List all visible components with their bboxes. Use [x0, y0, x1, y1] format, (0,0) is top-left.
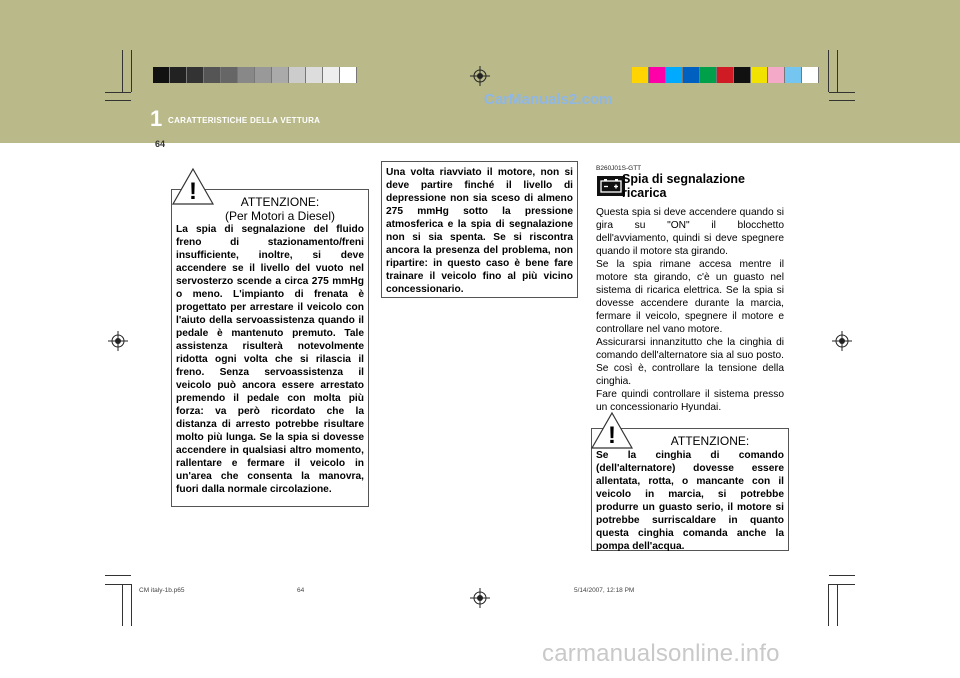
grayscale-swatch: [289, 67, 306, 83]
grayscale-swatch: [170, 67, 187, 83]
paragraph-1: Questa spia si deve accendere quando si gira su "ON" il blocchetto dell'avviamento, quindi si deve spegnere quando il motore sta girando.: [596, 207, 784, 257]
page-number: 64: [155, 139, 166, 149]
color-swatch: [751, 67, 768, 83]
charge-light-description: [596, 206, 784, 414]
paragraph-3: Assicurarsi innanzitutto che la cinghia di comando dell'alternatore sia al suo posto. Se così è, controllare la tensione della cinghia.: [596, 337, 784, 387]
section-title: Spia di segnalazione ricarica: [622, 172, 745, 200]
registration-mark-top: [470, 66, 490, 86]
grayscale-swatch: [187, 67, 204, 83]
grayscale-swatch: [323, 67, 340, 83]
footer-filename: CM italy-1b.p65: [139, 587, 185, 594]
color-swatch: [734, 67, 751, 83]
warning-triangle-icon: [171, 166, 215, 206]
paragraph-4: Fare quindi controllare il sistema presso un concessionario Hyundai.: [596, 389, 784, 413]
grayscale-swatch: [204, 67, 221, 83]
color-swatch: [802, 67, 819, 83]
warning-triangle-icon: [590, 410, 634, 450]
carmanuals-watermark[interactable]: CarManuals2.com: [484, 91, 613, 108]
battery-charge-icon: [597, 176, 625, 196]
color-swatch: [785, 67, 802, 83]
grayscale-swatch: [255, 67, 272, 83]
carmanualsonline-watermark[interactable]: carmanualsonline.info: [542, 640, 780, 667]
color-calibration-bar: [632, 67, 819, 83]
color-swatch: [700, 67, 717, 83]
grayscale-swatch: [153, 67, 170, 83]
grayscale-swatch: [272, 67, 289, 83]
color-swatch: [666, 67, 683, 83]
warning-subtitle: (Per Motori a Diesel): [224, 209, 336, 223]
color-swatch: [632, 67, 649, 83]
paragraph-2: Se la spia rimane accesa mentre il motore sta girando, c'è un guasto nel sistema di ricarica elettrica. Se la spia si dovesse accendere durante la marcia, fermare il veicolo, spegnere il motore e controllare nel vano motore.: [596, 259, 784, 335]
registration-mark-bottom: [470, 588, 490, 608]
registration-mark-left: [108, 331, 128, 351]
color-swatch: [649, 67, 666, 83]
footer-page: 64: [297, 587, 305, 594]
diesel-warning-text: La spia di segnalazione del fluido freno di stazionamento/freni insufficiente, inoltre, si deve accendere se il livello del vuoto nel servosterzo scende a circa 275 mmHg o meno. L'impianto di frenata è progettato per arrestare il veicolo con l'aiuto della servoassistenza quando il pedale è mantenuto premuto. Tale assistenza risulterà notevolmente ridotta ogni volta che si rilascia il freno. Senza servoassistenza il veicolo può ancora essere arrestato premendo il pedale con molta più forza: va però ricordato che la distanza di arresto potrebbe risultare molto più lunga. Se la spia si dovesse accendere in qualsiasi altro momento, rallentare e fermare il veicolo in un'area che consenta la manovra, fuori dalla normale circolazione.: [176, 224, 364, 495]
belt-warning-text: Se la cinghia di comando (dell'alternatore) dovesse essere allentata, rotta, o mancante con il veicolo in marcia, si potrebbe produrre un guasto serio, il motore si potrebbe surriscaldare in quanto questa cinghia comanda anche la pompa dell'acqua.: [596, 450, 784, 552]
belt-warning-title: ATTENZIONE:: [670, 434, 750, 448]
svg-text:!: !: [189, 178, 197, 205]
warning-title: ATTENZIONE:: [240, 195, 320, 209]
restart-notice-text: Una volta riavviato il motore, non si deve partire finché il livello di depressione non sia sceso di almeno 275 mmHg sotto la pressione atmosferica e la spia di segnalazione non si sia spenta. Se si riscontra ancora la presenza del problema, non ripartire: in questo caso è bene fare trainare il veicolo fino al più vicino concessionario.: [386, 167, 573, 295]
grayscale-swatch: [306, 67, 323, 83]
diesel-warning-box: [171, 189, 369, 507]
color-swatch: [683, 67, 700, 83]
color-swatch: [768, 67, 785, 83]
section-code: B260J01S-GTT: [596, 165, 642, 172]
grayscale-swatch: [238, 67, 255, 83]
grayscale-calibration-bar: [153, 67, 357, 83]
grayscale-swatch: [221, 67, 238, 83]
svg-text:!: !: [608, 422, 616, 449]
chapter-title: CARATTERISTICHE DELLA VETTURA: [168, 116, 321, 125]
restart-notice-box: [381, 161, 578, 298]
grayscale-swatch: [340, 67, 357, 83]
registration-mark-right: [832, 331, 852, 351]
footer-date: 5/14/2007, 12:18 PM: [574, 587, 635, 594]
color-swatch: [717, 67, 734, 83]
chapter-number: 1: [150, 106, 163, 131]
